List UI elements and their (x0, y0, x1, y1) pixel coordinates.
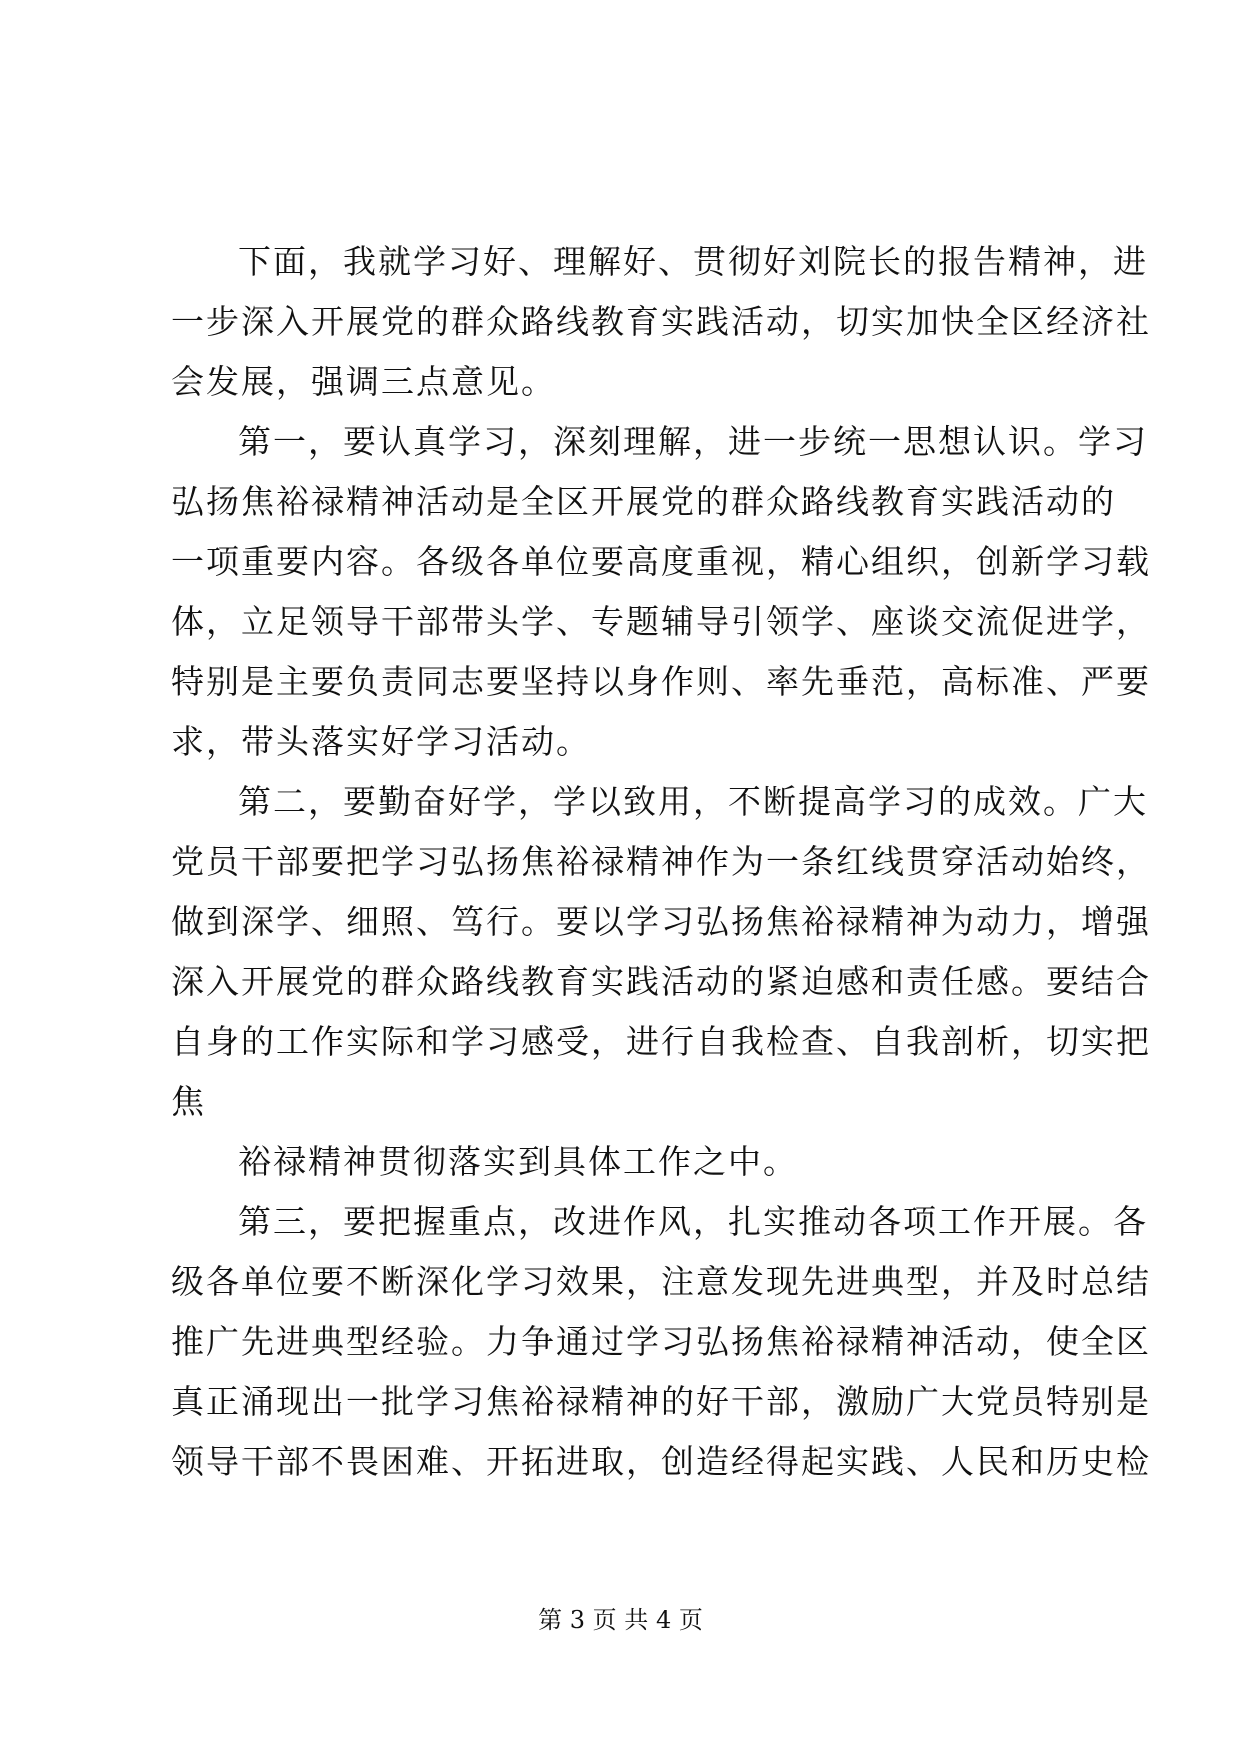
paragraph-5 (171, 1192, 1151, 1492)
text-line: 求，带头落实好学习活动。 (171, 722, 591, 761)
text-line: 裕禄精神贯彻落实到具体工作之中。 (238, 1142, 798, 1181)
text-line: 深入开展党的群众路线教育实践活动的紧迫感和责任感。要结合 (171, 962, 1151, 1001)
text-line: 领导干部不畏困难、开拓进取，创造经得起实践、人民和历史检 (171, 1442, 1151, 1481)
document-body (171, 232, 1151, 1492)
text-line: 自身的工作实际和学习感受，进行自我检查、自我剖析，切实把 (171, 1022, 1151, 1061)
paragraph-3 (171, 772, 1151, 1132)
text-line: 下面，我就学习好、理解好、贯彻好刘院长的报告精神，进 (238, 242, 1148, 281)
text-line: 真正涌现出一批学习焦裕禄精神的好干部，激励广大党员特别是 (171, 1382, 1151, 1421)
text-line: 做到深学、细照、笃行。要以学习弘扬焦裕禄精神为动力，增强 (171, 902, 1151, 941)
text-line: 弘扬焦裕禄精神活动是全区开展党的群众路线教育实践活动的 (171, 482, 1116, 521)
paragraph-1 (171, 232, 1151, 412)
text-line: 体，立足领导干部带头学、专题辅导引领学、座谈交流促进学， (171, 602, 1151, 641)
text-line: 推广先进典型经验。力争通过学习弘扬焦裕禄精神活动，使全区 (171, 1322, 1151, 1361)
paragraph-4 (171, 1132, 1081, 1192)
text-line: 一项重要内容。各级各单位要高度重视，精心组织，创新学习载 (171, 542, 1151, 581)
text-line: 第三，要把握重点，改进作风，扎实推动各项工作开展。各 (238, 1202, 1148, 1241)
text-line: 焦 (171, 1082, 206, 1121)
text-line: 会发展，强调三点意见。 (171, 362, 556, 401)
text-line: 级各单位要不断深化学习效果，注意发现先进典型，并及时总结 (171, 1262, 1151, 1301)
text-line: 党员干部要把学习弘扬焦裕禄精神作为一条红线贯穿活动始终， (171, 842, 1151, 881)
text-line: 第一，要认真学习，深刻理解，进一步统一思想认识。学习 (238, 422, 1148, 461)
text-line: 一步深入开展党的群众路线教育实践活动，切实加快全区经济社 (171, 302, 1151, 341)
text-line: 特别是主要负责同志要坚持以身作则、率先垂范，高标准、严要 (171, 662, 1151, 701)
paragraph-2 (171, 412, 1151, 772)
text-line: 第二，要勤奋好学，学以致用，不断提高学习的成效。广大 (238, 782, 1148, 821)
page-number-footer: 第 3 页 共 4 页 (538, 1606, 703, 1634)
